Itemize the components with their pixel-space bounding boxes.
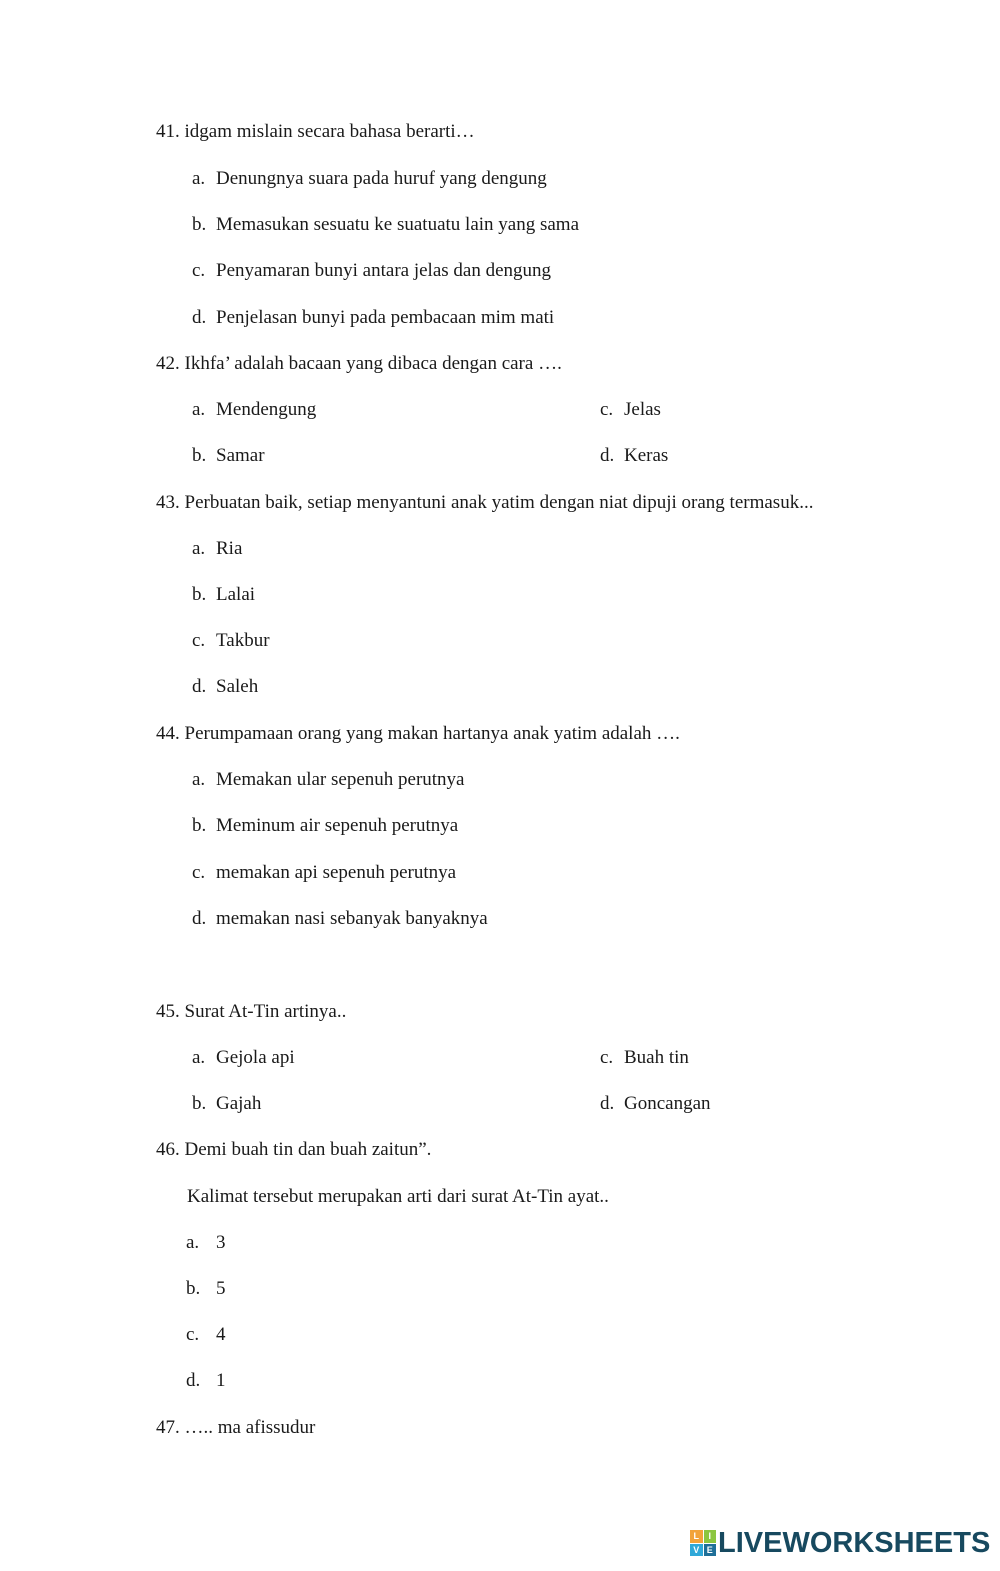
option-46-a[interactable] (186, 1231, 226, 1255)
question-43 (156, 491, 813, 515)
question-47 (156, 1416, 315, 1440)
option-text: Keras (624, 445, 669, 466)
option-text: Buah tin (624, 1047, 689, 1068)
option-label: c. (600, 399, 614, 420)
option-label: a. (186, 1232, 200, 1253)
option-41-d[interactable] (192, 306, 554, 330)
option-42-b[interactable] (192, 444, 265, 468)
option-label: c. (192, 260, 206, 281)
option-label: b. (192, 1093, 207, 1114)
option-text: Gejola api (216, 1047, 295, 1068)
question-number: 42. (156, 353, 180, 374)
option-43-d[interactable] (192, 675, 258, 699)
option-text: Penjelasan bunyi pada pembacaan mim mati (216, 307, 555, 328)
logo-text: LIVEWORKSHEETS (718, 1526, 991, 1559)
option-44-c[interactable] (192, 861, 456, 885)
option-text: Meminum air sepenuh perutnya (216, 815, 459, 836)
option-44-b[interactable] (192, 814, 458, 838)
question-45 (156, 1000, 346, 1024)
option-41-b[interactable] (192, 213, 579, 237)
option-42-c[interactable] (600, 398, 661, 422)
option-label: d. (192, 307, 207, 328)
option-text: Lalai (216, 584, 256, 605)
question-text: Perbuatan baik, setiap menyantuni anak yatim dengan niat dipuji orang termasuk... (184, 492, 814, 513)
option-label: b. (192, 445, 207, 466)
question-46-subtext: Kalimat tersebut merupakan arti dari surat At-Tin ayat.. (187, 1186, 609, 1207)
option-46-d[interactable] (186, 1369, 226, 1393)
option-label: a. (192, 538, 206, 559)
option-label: d. (600, 1093, 615, 1114)
option-label: a. (192, 399, 206, 420)
option-text: Memasukan sesuatu ke suatuatu lain yang sama (216, 214, 580, 235)
liveworksheets-mark-icon (690, 1530, 716, 1556)
option-text: 3 (216, 1232, 226, 1253)
option-label: d. (192, 908, 207, 929)
option-text: Takbur (216, 630, 270, 651)
option-41-c[interactable] (192, 259, 551, 283)
question-number: 41. (156, 121, 180, 142)
option-42-d[interactable] (600, 444, 668, 468)
option-label: c. (600, 1047, 614, 1068)
question-number: 44. (156, 723, 180, 744)
option-text: Denungnya suara pada huruf yang dengung (216, 168, 547, 189)
option-label: d. (192, 676, 207, 697)
question-text: Ikhfa’ adalah bacaan yang dibaca dengan cara …. (184, 353, 562, 374)
option-text: Memakan ular sepenuh perutnya (216, 769, 465, 790)
option-label: c. (192, 630, 206, 651)
option-45-a[interactable] (192, 1046, 295, 1070)
option-text: Samar (216, 445, 265, 466)
option-45-c[interactable] (600, 1046, 689, 1070)
option-label: b. (192, 815, 207, 836)
question-number: 43. (156, 492, 180, 513)
option-label: d. (600, 445, 615, 466)
option-label: a. (192, 1047, 206, 1068)
option-text: Gajah (216, 1093, 262, 1114)
question-number: 45. (156, 1001, 180, 1022)
question-42 (156, 352, 562, 376)
option-label: b. (192, 584, 207, 605)
question-text: Surat At-Tin artinya.. (184, 1001, 347, 1022)
option-text: 4 (216, 1324, 226, 1345)
question-number: 46. (156, 1139, 180, 1160)
option-text: Jelas (624, 399, 661, 420)
option-text: memakan api sepenuh perutnya (216, 862, 457, 883)
option-label: c. (192, 862, 206, 883)
logo-mark-v: V (690, 1544, 703, 1557)
option-44-d[interactable] (192, 907, 488, 931)
option-text: Goncangan (624, 1093, 711, 1114)
option-43-a[interactable] (192, 537, 242, 561)
question-46 (156, 1138, 431, 1162)
option-46-c[interactable] (186, 1323, 226, 1347)
question-text: Demi buah tin dan buah zaitun”. (184, 1139, 432, 1160)
option-label: c. (186, 1324, 200, 1345)
option-43-c[interactable] (192, 629, 270, 653)
question-text: ….. ma afissudur (184, 1417, 316, 1438)
option-45-d[interactable] (600, 1092, 711, 1116)
option-text: Penyamaran bunyi antara jelas dan dengung (216, 260, 552, 281)
option-46-b[interactable] (186, 1277, 226, 1301)
question-number: 47. (156, 1417, 180, 1438)
option-43-b[interactable] (192, 583, 255, 607)
option-label: a. (192, 168, 206, 189)
option-42-a[interactable] (192, 398, 316, 422)
option-44-a[interactable] (192, 768, 465, 792)
question-41 (156, 120, 475, 144)
question-text: Perumpamaan orang yang makan hartanya anak yatim adalah …. (184, 723, 680, 744)
logo-mark-l: L (690, 1530, 703, 1543)
option-text: 5 (216, 1278, 226, 1299)
liveworksheets-logo (690, 1527, 990, 1559)
option-label: b. (186, 1278, 201, 1299)
question-text: idgam mislain secara bahasa berarti… (184, 121, 475, 142)
option-label: a. (192, 769, 206, 790)
option-45-b[interactable] (192, 1092, 261, 1116)
option-label: b. (192, 214, 207, 235)
logo-mark-e: E (704, 1544, 717, 1557)
option-text: Ria (216, 538, 243, 559)
option-text: Saleh (216, 676, 259, 697)
option-41-a[interactable] (192, 167, 547, 191)
logo-mark-i: I (704, 1530, 717, 1543)
option-text: Mendengung (216, 399, 317, 420)
question-44 (156, 722, 680, 746)
option-label: d. (186, 1370, 201, 1391)
option-text: memakan nasi sebanyak banyaknya (216, 908, 488, 929)
option-text: 1 (216, 1370, 226, 1391)
